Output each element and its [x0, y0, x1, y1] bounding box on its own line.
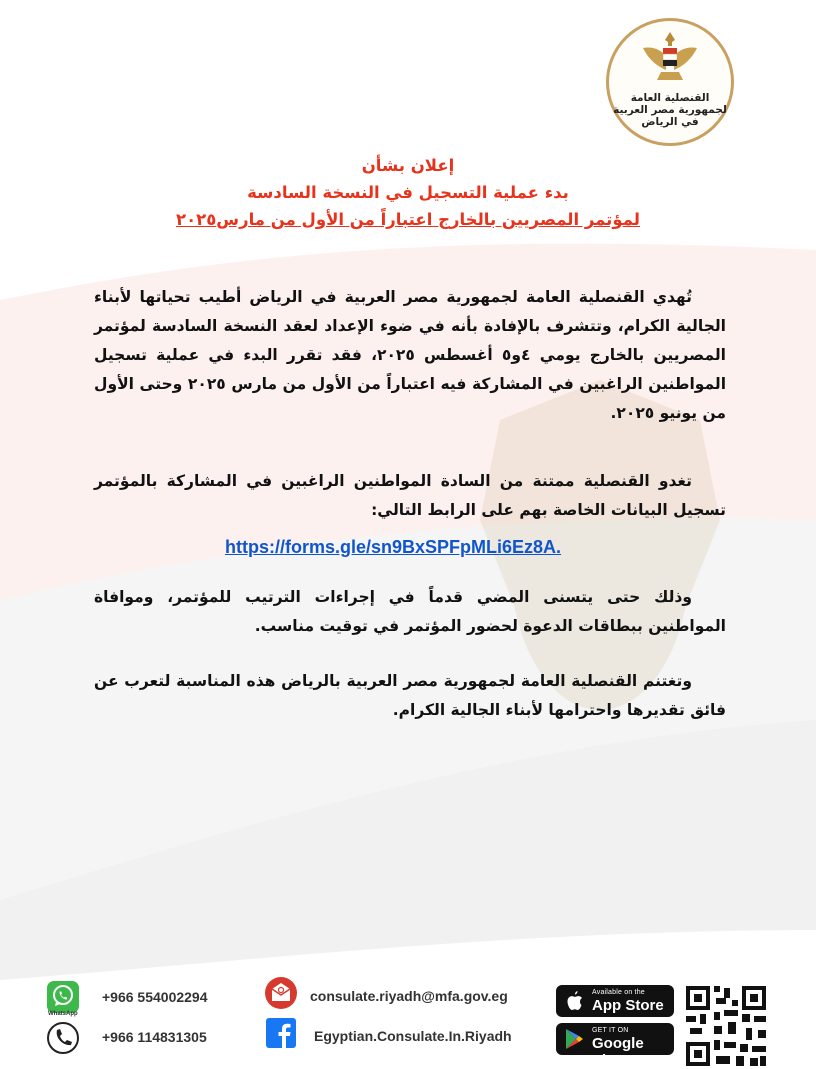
paragraph-2-text: تغدو القنصلية ممتنة من السادة المواطنين الراغبين في المشاركة بالمؤتمر تسجيل البيانات الخاصة بهم على الرابط التالي:	[94, 472, 726, 519]
facebook-icon[interactable]	[266, 1018, 296, 1048]
paragraph-4-text: وتغتنم القنصلية العامة لجمهورية مصر العربية بالرياض هذه المناسبة لتعرب عن فائق تقديرها واحترامها لأبناء الجالية الكرام.	[94, 672, 726, 719]
footer	[0, 958, 816, 1069]
app-store-badge[interactable]	[556, 985, 674, 1017]
logo-line-2: لجمهورية مصر العربية	[613, 104, 727, 116]
google-play-small: GET IT ON	[592, 1027, 629, 1034]
whatsapp-label: WhatsApp	[48, 1011, 78, 1017]
title-line-2: بدء عملية التسجيل في النسخة السادسة	[247, 183, 569, 202]
phone-icon[interactable]	[46, 1021, 80, 1055]
google-play-icon	[564, 1028, 584, 1050]
paragraph-4	[94, 667, 726, 725]
google-play-big: Google Play	[592, 1035, 644, 1069]
apple-icon	[564, 990, 584, 1012]
title-line-3	[40, 206, 776, 233]
whatsapp-icon[interactable]	[46, 980, 80, 1014]
logo-line-1: القنصلية العامة	[630, 92, 710, 104]
paragraph-3	[94, 583, 726, 641]
google-play-badge[interactable]	[556, 1023, 674, 1069]
paragraph-1-text: تُهدي القنصلية العامة لجمهورية مصر العربية في الرياض أطيب تحياتها لأبناء الجالية الكرام، وتتشرف بالإفادة بأنه في ضوء الإعداد لعقد النسخة السادسة لمؤتمر المصريين بالخارج يومي ٤و٥ أغسطس ٢٠٢٥، فقد تقرر البدء في عملية تسجيل المواطنين الراغبين في المشاركة فيه اعتباراً من الأول من مارس ٢٠٢٥ وحتى الأول من يونيو ٢٠٢٥.	[94, 288, 727, 422]
registration-link[interactable]: https://forms.gle/sn9BxSPFpMLi6Ez8A.	[225, 537, 562, 557]
qr-code[interactable]	[684, 984, 768, 1068]
app-store-small: Available on the	[592, 989, 645, 996]
whatsapp-number[interactable]: +966 554002294	[102, 989, 208, 1005]
eagle-emblem	[639, 30, 701, 88]
paragraph-3-text: وذلك حتى يتسنى المضي قدماً في إجراءات الترتيب للمؤتمر، وموافاة المواطنين ببطاقات الدعوة لحضور المؤتمر في توقيت مناسب.	[94, 588, 726, 635]
phone-number[interactable]: +966 114831305	[102, 1029, 207, 1045]
logo-text	[612, 92, 728, 128]
paragraph-2	[94, 467, 726, 525]
consulate-logo	[606, 18, 734, 146]
announcement-titles	[40, 152, 776, 233]
paragraph-1	[94, 283, 726, 428]
title-line-1: إعلان بشأن	[361, 156, 455, 175]
title-line-3-text: لمؤتمر المصريين بالخارج اعتباراً من الأول من مارس٢٠٢٥	[176, 210, 640, 229]
facebook-page[interactable]: Egyptian.Consulate.In.Riyadh	[314, 1028, 512, 1044]
email-address[interactable]: consulate.riyadh@mfa.gov.eg	[310, 988, 508, 1004]
app-store-big: App Store	[592, 997, 664, 1014]
logo-line-3: في الرياض	[641, 116, 699, 128]
email-icon[interactable]	[264, 976, 298, 1010]
